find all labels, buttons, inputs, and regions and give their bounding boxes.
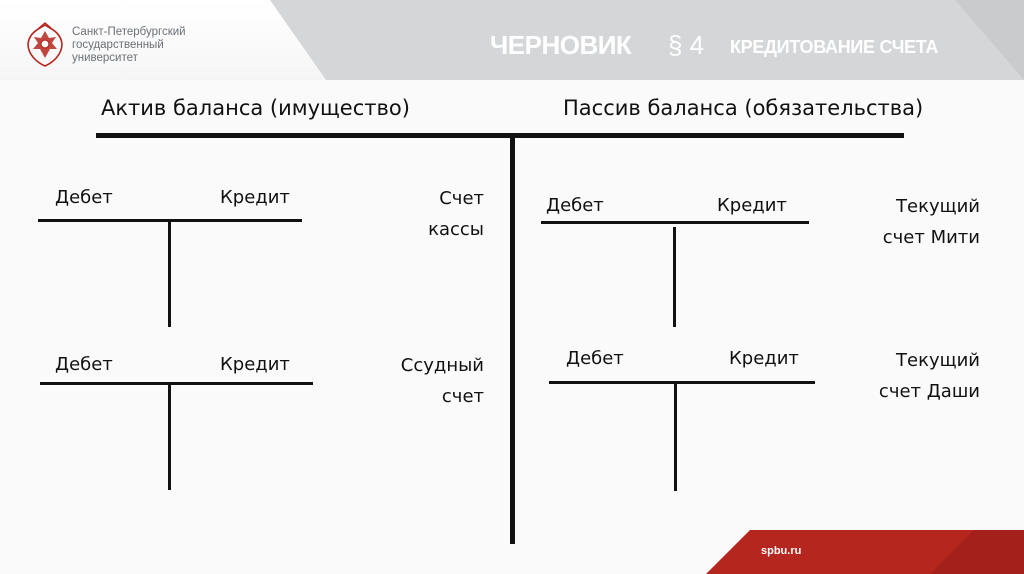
- university-name-line: университет: [72, 52, 138, 64]
- debit-label: Дебет: [55, 187, 113, 208]
- debit-label: Дебет: [55, 354, 113, 375]
- account-name-line: счет Мити: [882, 227, 980, 248]
- account-name-line: Текущий: [896, 350, 980, 371]
- asset-heading: Актив баланса (имущество): [101, 96, 410, 120]
- account-name-line: счет Даши: [878, 381, 980, 402]
- account-name-line: Текущий: [896, 196, 980, 217]
- credit-label: Кредит: [220, 187, 290, 208]
- debit-label: Дебет: [566, 348, 624, 369]
- account-name-line: Счет: [439, 188, 484, 209]
- title-topic: КРЕДИТОВАНИЕ СЧЕТА: [730, 37, 939, 57]
- title-draft: ЧЕРНОВИК: [490, 30, 632, 60]
- footer-site-link[interactable]: spbu.ru: [761, 545, 802, 557]
- university-name-line: государственный: [72, 39, 164, 51]
- liability-heading: Пассив баланса (обязательства): [563, 96, 924, 120]
- account-name-line: кассы: [428, 219, 484, 240]
- credit-label: Кредит: [729, 348, 799, 369]
- university-name-line: Санкт-Петербургский: [72, 26, 186, 38]
- title-section: § 4: [668, 30, 705, 60]
- debit-label: Дебет: [546, 195, 604, 216]
- account-name-line: счет: [441, 386, 484, 407]
- account-name-line: Ссудный: [400, 355, 484, 376]
- credit-label: Кредит: [717, 195, 787, 216]
- credit-label: Кредит: [220, 354, 290, 375]
